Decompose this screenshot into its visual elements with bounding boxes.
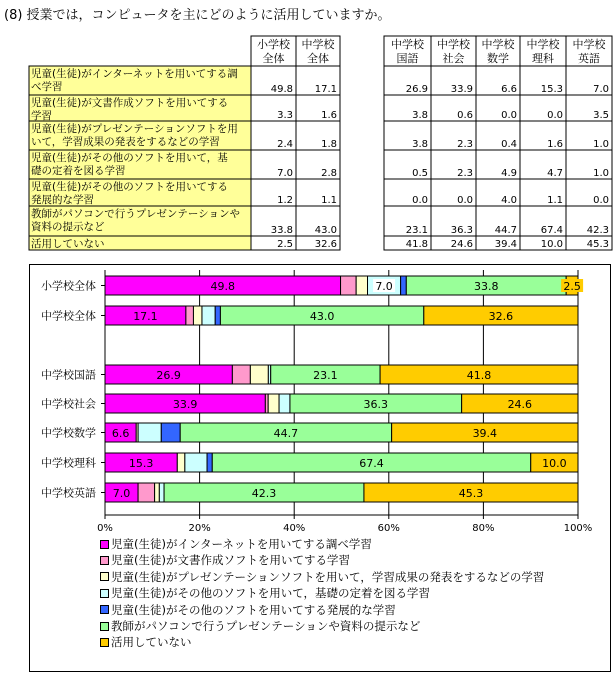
legend-item — [100, 602, 396, 618]
table-value: 1.2 — [277, 195, 293, 206]
legend-swatch — [100, 589, 109, 598]
table-value: 1.1 — [547, 195, 563, 206]
legend-swatch — [100, 638, 109, 647]
bar-segment — [177, 453, 185, 472]
data-label: 33.9 — [172, 398, 198, 411]
row-label: 礎の定着を図る学習 — [31, 165, 126, 177]
row-label: 活用していない — [31, 238, 105, 250]
data-label: 10.0 — [542, 457, 567, 470]
bar-segment — [159, 483, 164, 502]
table-value: 3.8 — [412, 110, 428, 121]
column-header: 中学校 — [572, 38, 606, 51]
table-value: 33.8 — [270, 225, 293, 236]
bar-segment — [138, 483, 155, 502]
legend-label: 児童(生徒)がその他のソフトを用いて，基礎の定着を図る学習 — [111, 586, 431, 601]
table-value: 4.7 — [547, 168, 563, 179]
row-label: 児童(生徒)が文書作成ソフトを用いてする — [31, 97, 229, 109]
column-header: 社会 — [442, 52, 465, 65]
legend-swatch — [100, 556, 109, 565]
data-label: 44.7 — [273, 427, 299, 440]
table-value: 0.4 — [501, 139, 517, 150]
column-header: 中学校 — [437, 38, 470, 51]
row-label: べ学習 — [31, 81, 63, 93]
column-header: 全体 — [262, 52, 285, 65]
table-value: 0.0 — [593, 195, 609, 206]
bar-segment — [161, 423, 180, 442]
table-value: 49.8 — [270, 84, 293, 95]
bar-segment — [138, 423, 161, 442]
x-tick-label: 40% — [283, 523, 306, 534]
data-label: 67.4 — [359, 457, 384, 470]
bar-segment — [207, 453, 212, 472]
x-tick-label: 20% — [188, 523, 211, 534]
table-value: 23.1 — [405, 225, 428, 236]
table-value: 7.0 — [593, 84, 609, 95]
table-value: 39.4 — [494, 239, 517, 250]
data-label: 41.8 — [466, 369, 492, 382]
legend-label: 児童(生徒)がプレゼンテーションソフトを用いて，学習成果の発表をするなどの学習 — [111, 569, 545, 584]
data-label: 49.8 — [210, 280, 236, 293]
table-value: 2.5 — [277, 239, 293, 250]
x-tick-label: 80% — [472, 523, 495, 534]
column-header: 中学校 — [481, 38, 515, 51]
table-value: 17.1 — [314, 84, 337, 95]
legend-item — [100, 585, 430, 601]
table-value: 15.3 — [540, 84, 563, 95]
table-value: 2.8 — [321, 168, 337, 179]
table-value: 0.0 — [547, 110, 563, 121]
data-label: 15.3 — [128, 457, 154, 470]
row-label: 教師がパソコンで行うプレゼンテーションや — [31, 208, 240, 220]
data-label: 23.1 — [313, 369, 338, 382]
bar-segment — [268, 394, 279, 413]
legend-item — [100, 536, 372, 552]
category-label: 中学校数学 — [41, 426, 96, 440]
table-value: 1.0 — [593, 139, 609, 150]
x-tick-label: 0% — [97, 523, 113, 534]
table-value: 0.0 — [457, 195, 473, 206]
row-label: 発展的な学習 — [31, 194, 94, 206]
legend-item — [100, 618, 420, 634]
data-label: 7.0 — [375, 280, 393, 293]
data-label: 39.4 — [472, 427, 498, 440]
table-value: 43.0 — [314, 225, 337, 236]
column-header: 英語 — [578, 52, 600, 65]
bar-segment — [215, 306, 220, 325]
bar-segment — [186, 306, 194, 325]
category-label: 小学校全体 — [41, 279, 96, 293]
bar-segment — [401, 276, 407, 295]
row-label: 児童(生徒)がその他のソフトを用いてする — [31, 181, 228, 193]
table-value: 42.3 — [586, 225, 609, 236]
category-label: 中学校全体 — [41, 309, 96, 323]
table-value: 1.8 — [321, 139, 337, 150]
data-label: 24.6 — [507, 398, 533, 411]
bar-segment — [356, 276, 367, 295]
x-tick-label: 100% — [563, 523, 593, 534]
table-value: 6.6 — [501, 84, 517, 95]
bar-segment — [279, 394, 290, 413]
legend-label: 児童(生徒)がインターネットを用いてする調べ学習 — [111, 537, 372, 551]
legend-label: 児童(生徒)がその他のソフトを用いてする発展的な学習 — [111, 602, 396, 617]
table-value: 67.4 — [540, 225, 563, 236]
category-label: 中学校理科 — [41, 456, 96, 470]
legend-swatch — [100, 540, 109, 549]
data-label: 6.6 — [111, 427, 130, 440]
table-value: 3.3 — [277, 110, 293, 121]
bar-segment — [155, 483, 160, 502]
page-title: (8) 授業では，コンピュータを主にどのように活用していますか。 — [4, 8, 391, 23]
table-value: 7.0 — [277, 168, 293, 179]
table-value: 1.0 — [593, 168, 609, 179]
table-value: 33.9 — [450, 84, 473, 95]
bar-segment — [193, 306, 202, 325]
table-value: 3.5 — [593, 110, 609, 121]
table-value: 26.9 — [405, 84, 428, 95]
legend-swatch — [100, 605, 109, 614]
table-value: 32.6 — [314, 239, 337, 250]
table-value: 1.6 — [547, 139, 563, 150]
data-label: 2.5 — [563, 280, 581, 293]
column-header: 中学校 — [526, 38, 560, 51]
legend-label: 児童(生徒)が文書作成ソフトを用いてする学習 — [111, 553, 350, 568]
row-label: 学習 — [31, 110, 52, 122]
row-label: 児童(生徒)がその他のソフトを用いて，基 — [31, 152, 228, 164]
table-value: 4.9 — [501, 168, 517, 179]
table-value: 2.3 — [457, 168, 473, 179]
table-value: 1.6 — [321, 110, 337, 121]
data-label: 36.3 — [363, 398, 389, 411]
category-label: 中学校国語 — [41, 368, 96, 382]
column-header: 数学 — [487, 52, 509, 65]
legend-label: 活用していない — [111, 635, 192, 650]
data-label: 32.6 — [488, 310, 514, 323]
table-value: 0.6 — [457, 110, 473, 121]
table-value: 0.5 — [412, 168, 428, 179]
column-header: 中学校 — [301, 38, 335, 51]
table-value: 2.4 — [277, 139, 293, 150]
column-header: 全体 — [307, 52, 329, 65]
table-value: 3.8 — [412, 139, 428, 150]
category-label: 中学校社会 — [41, 397, 96, 411]
legend-swatch — [100, 622, 109, 631]
data-label: 17.1 — [133, 310, 158, 323]
data-label: 33.8 — [473, 280, 499, 293]
x-tick-label: 60% — [377, 523, 400, 534]
column-header: 国語 — [396, 52, 419, 65]
table-value: 2.3 — [457, 139, 473, 150]
data-label: 26.9 — [156, 369, 181, 382]
table-value: 10.0 — [540, 239, 563, 250]
data-label: 42.3 — [251, 487, 277, 500]
column-header: 理科 — [532, 52, 554, 65]
bar-segment — [250, 365, 268, 384]
category-label: 中学校英語 — [41, 486, 96, 500]
row-label: 児童(生徒)がプレゼンテーションソフトを用 — [31, 123, 238, 135]
legend-item — [100, 552, 350, 568]
bar-segment — [341, 276, 357, 295]
column-header: 中学校 — [391, 38, 424, 51]
row-label: 児童(生徒)がインターネットを用いてする調 — [31, 68, 238, 80]
table-value: 0.0 — [412, 195, 428, 206]
table-value: 45.3 — [586, 239, 609, 250]
data-label: 43.0 — [309, 310, 335, 323]
bar-segment — [202, 306, 215, 325]
table-value: 41.8 — [405, 239, 428, 250]
data-label: 7.0 — [112, 487, 131, 500]
column-header: 小学校 — [257, 38, 290, 51]
bar-segment — [185, 453, 207, 472]
legend-swatch — [100, 572, 109, 581]
table-value: 1.1 — [321, 195, 337, 206]
legend-item — [100, 569, 544, 585]
row-label: いて，学習成果の発表をするなどの学習 — [31, 136, 220, 148]
legend-item — [100, 634, 192, 650]
table-value: 0.0 — [501, 110, 517, 121]
data-label: 45.3 — [458, 487, 484, 500]
table-value: 44.7 — [494, 225, 517, 236]
table-value: 4.0 — [501, 195, 517, 206]
bar-segment — [232, 365, 250, 384]
table-value: 24.6 — [450, 239, 473, 250]
table-value: 36.3 — [450, 225, 473, 236]
legend-label: 教師がパソコンで行うプレゼンテーションや資料の提示など — [111, 619, 421, 633]
row-label: 資料の提示など — [31, 221, 105, 233]
